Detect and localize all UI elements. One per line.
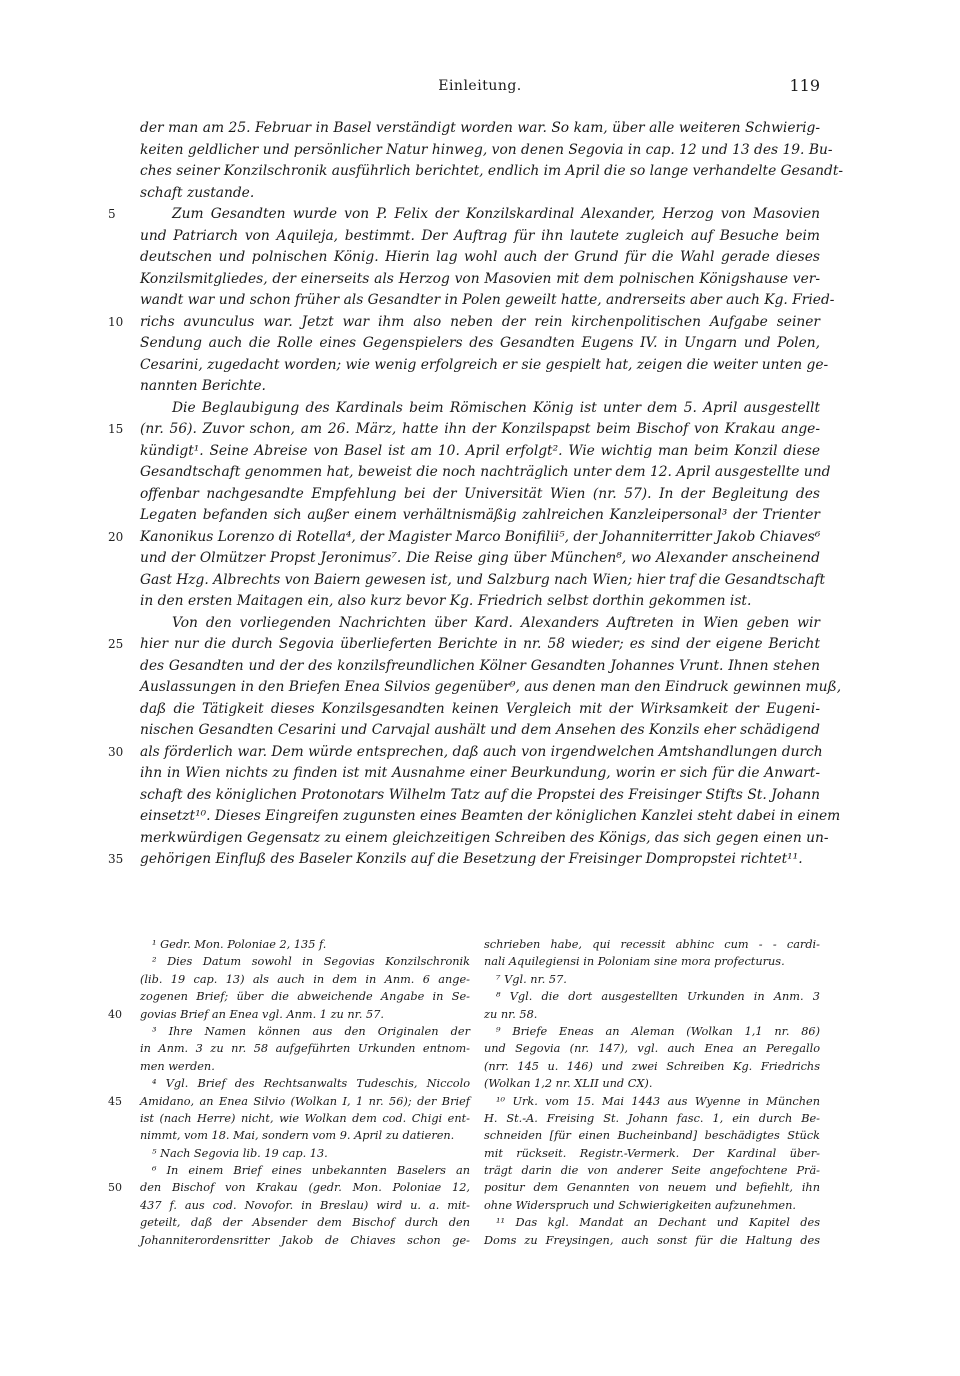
line-text: schaft des königlichen Protonotars Wilhelm Tatz auf die Propstei des Freisinger Stifts St. Johann bbox=[140, 786, 820, 803]
line-text: gehörigen Einfluß des Baseler Konzils auf die Besetzung der Freisinger Dompropstei richtet¹¹. bbox=[140, 851, 803, 867]
body-line bbox=[140, 505, 820, 527]
line-text: und der Olmützer Propst Jeronimus⁷. Die Reise ging über München⁸, wo Alexander anscheinend bbox=[140, 550, 820, 566]
footnote-line bbox=[484, 1197, 820, 1214]
footnote-line bbox=[140, 936, 470, 953]
line-text: ⁷ Vgl. nr. 57. bbox=[496, 972, 567, 986]
line-text: Konzilsmitgliedes, der einerseits als Herzog von Masovien mit dem polnischen Königshause ver- bbox=[140, 270, 820, 287]
line-text: (lib. 19 cap. 13) als auch in dem in Anm. 6 ange- bbox=[140, 972, 470, 986]
page-number: 119 bbox=[789, 76, 820, 95]
footnote-line bbox=[108, 1179, 470, 1196]
line-number: 40 bbox=[108, 1007, 122, 1021]
line-text: kündigt¹. Seine Abreise von Basel ist am 10. April erfolgt². Wie wichtig man beim Konzil diese bbox=[140, 442, 820, 459]
body-line bbox=[140, 828, 829, 850]
footnote-line bbox=[140, 1145, 470, 1162]
body-line bbox=[140, 763, 820, 785]
body-line bbox=[140, 720, 820, 742]
footnote-line bbox=[484, 1075, 820, 1092]
body-line bbox=[140, 140, 833, 162]
line-text: (nr. 56). Zuvor schon, am 26. März, hatte ihn der Konzilspapst beim Bischof von Krakau ange- bbox=[140, 421, 820, 437]
line-text: daß die Tätigkeit dieses Konzilsgesandten keinen Vergleich mit der Wirksamkeit der Eugeni- bbox=[140, 700, 820, 717]
line-text: schaft zustande. bbox=[140, 184, 255, 201]
main-text bbox=[108, 118, 844, 871]
line-text: Legaten befanden sich außer einem verhältnismäßig zahlreichen Kanzleipersonal³ der Trienter bbox=[140, 507, 820, 523]
line-text: deutschen und polnischen König. Hierin lag wohl auch der Grund für die Wahl gerade dieses bbox=[140, 249, 820, 265]
body-line bbox=[140, 247, 820, 269]
line-text: ohne Widerspruch und Schwierigkeiten aufzunehmen. bbox=[484, 1198, 796, 1212]
body-line bbox=[140, 269, 820, 291]
footnote-line bbox=[108, 1093, 470, 1110]
line-text: Kanonikus Lorenzo di Rotella⁴, der Magister Marco Bonifilii⁵, der Johanniterritter Jakob Chiaves⁶ bbox=[140, 528, 821, 545]
footnote-line bbox=[484, 1179, 820, 1196]
line-text: Auslassungen in den Briefen Enea Silvios gegenüber⁹, aus denen man den Eindruck gewinnen muß, bbox=[140, 679, 842, 695]
line-text: in den ersten Maitagen ein, also kurz bevor Kg. Friedrich selbst dorthin gekommen ist. bbox=[140, 593, 752, 609]
footnote-line bbox=[484, 971, 820, 988]
footnote-line bbox=[484, 1127, 820, 1144]
footnote-line bbox=[140, 1127, 470, 1144]
footnote-line bbox=[484, 1040, 820, 1057]
footnote-line bbox=[140, 953, 470, 970]
footnote-line bbox=[140, 1058, 470, 1075]
line-number: 25 bbox=[108, 637, 124, 651]
line-text: ¹ Gedr. Mon. Poloniae 2, 135 f. bbox=[152, 938, 327, 951]
line-text: ⁴ Vgl. Brief des Rechtsanwalts Tudeschis, Niccolo bbox=[152, 1077, 470, 1091]
line-text: men werden. bbox=[140, 1059, 215, 1073]
body-line bbox=[140, 376, 820, 398]
body-line bbox=[108, 527, 821, 549]
line-text: mit rückseit. Registr.-Vermerk. Der Kardinal über- bbox=[484, 1146, 820, 1160]
line-text: geteilt, daß der Absender dem Bischof durch den bbox=[140, 1216, 470, 1230]
line-number: 5 bbox=[108, 207, 116, 221]
body-line bbox=[140, 656, 820, 678]
body-line bbox=[140, 441, 820, 463]
footnote-line bbox=[140, 1023, 470, 1040]
line-text: nimmt, vom 18. Mai, sondern vom 9. April zu datieren. bbox=[140, 1129, 455, 1143]
footnote-line bbox=[484, 936, 820, 953]
line-text: in Anm. 3 zu nr. 58 aufgeführten Urkunden entnom- bbox=[140, 1042, 470, 1056]
line-text: govias Brief an Enea vgl. Anm. 1 zu nr. 57. bbox=[140, 1007, 384, 1021]
line-number: 15 bbox=[108, 422, 124, 436]
body-line bbox=[140, 398, 820, 420]
footnote-line bbox=[484, 1162, 820, 1179]
footnote-line bbox=[140, 1162, 470, 1179]
body-line bbox=[140, 462, 831, 484]
line-text: keiten geldlicher und persönlicher Natur hinweg, von denen Segovia in cap. 12 und 13 des 19. Bu- bbox=[140, 141, 833, 158]
body-line bbox=[140, 806, 841, 828]
line-text: des Gesandten und der des konzilsfreundlichen Kölner Gesandten Johannes Vrunt. Ihnen stehen bbox=[140, 657, 820, 674]
footnote-line bbox=[484, 1058, 820, 1075]
footnote-line bbox=[484, 988, 820, 1005]
line-text: der man am 25. Februar in Basel verständigt worden war. So kam, über alle weiteren Schwierig- bbox=[140, 120, 820, 136]
footnote-line bbox=[140, 988, 470, 1005]
running-title: Einleitung. bbox=[438, 78, 522, 94]
body-line bbox=[140, 613, 820, 635]
line-text: nannten Berichte. bbox=[140, 378, 266, 394]
footnote-line bbox=[140, 1232, 470, 1249]
footnote-line bbox=[484, 1145, 820, 1162]
body-line bbox=[140, 355, 829, 377]
body-line bbox=[140, 484, 820, 506]
line-text: schneiden [für einen Bucheinband] beschädigtes Stück bbox=[484, 1129, 820, 1143]
body-line bbox=[140, 677, 842, 699]
footnote-line bbox=[484, 1110, 820, 1127]
line-text: H. St.-A. Freising St. Johann fasc. 1, ein durch Be- bbox=[484, 1111, 820, 1125]
line-text: zu nr. 58. bbox=[484, 1007, 538, 1021]
body-line bbox=[108, 742, 823, 764]
line-text: einsetzt¹⁰. Dieses Eingreifen zugunsten eines Beamten der königlichen Kanzlei steht dabei in einem bbox=[140, 808, 841, 824]
line-text: und Patriarch von Aquileja, bestimmt. Der Auftrag für ihn lautete zugleich auf Besuche beim bbox=[140, 227, 820, 244]
line-text: (Wolkan 1,2 nr. XLII und CX). bbox=[484, 1077, 653, 1091]
line-number: 35 bbox=[108, 852, 124, 866]
line-number: 20 bbox=[108, 529, 124, 544]
footnotes-left-column bbox=[108, 936, 470, 1249]
line-text: ihn in Wien nichts zu finden ist mit Ausnahme einer Beurkundung, worin er sich für die Anwart- bbox=[140, 765, 820, 781]
footnotes-right-column bbox=[484, 936, 820, 1249]
line-text: Cesarini, zugedacht worden; wie wenig erfolgreich er sie gespielt hat, zeigen die weiter unten ge- bbox=[140, 356, 829, 373]
line-text: Von den vorliegenden Nachrichten über Kard. Alexanders Auftreten in Wien geben wir bbox=[172, 614, 820, 631]
line-text: Doms zu Freysingen, auch sonst für die Haltung des bbox=[484, 1233, 820, 1247]
line-text: ³ Ihre Namen können aus den Originalen der bbox=[152, 1024, 470, 1038]
line-text: trägt darin die von anderer Seite angefochtene Prä- bbox=[484, 1164, 820, 1178]
line-text: ist (nach Herre) nicht, wie Wolkan dem cod. Chigi ent- bbox=[140, 1111, 470, 1125]
line-number: 10 bbox=[108, 314, 124, 329]
line-text: Die Beglaubigung des Kardinals beim Römischen König ist unter dem 5. April ausgestellt bbox=[172, 399, 820, 416]
footnote-line bbox=[484, 1093, 820, 1110]
line-text: ⁹ Briefe Eneas an Aleman (Wolkan 1,1 nr. 86) bbox=[496, 1024, 820, 1038]
line-text: nali Aquilegiensi in Poloniam sine mora profecturus. bbox=[484, 955, 785, 969]
line-text: und Segovia (nr. 147), vgl. auch Enea an Peregallo bbox=[484, 1042, 820, 1056]
body-line bbox=[140, 161, 844, 183]
footnote-line bbox=[484, 1006, 820, 1023]
body-line bbox=[140, 118, 820, 140]
body-line bbox=[140, 570, 826, 592]
line-text: ¹¹ Das kgl. Mandat an Dechant und Kapitel des bbox=[496, 1216, 820, 1230]
footnote-line bbox=[140, 1197, 470, 1214]
footnote-line bbox=[140, 1110, 470, 1127]
footnote-line bbox=[140, 971, 470, 988]
line-text: positur dem Genannten von neuem und befiehlt, ihn bbox=[484, 1181, 820, 1195]
line-text: ⁵ Nach Segovia lib. 19 cap. 13. bbox=[152, 1146, 328, 1160]
line-text: als förderlich war. Dem würde entsprechen, daß auch von irgendwelchen Amtshandlungen durch bbox=[140, 743, 823, 760]
body-line bbox=[140, 226, 820, 248]
body-line bbox=[108, 204, 820, 226]
body-line bbox=[108, 849, 820, 871]
body-line bbox=[108, 634, 820, 656]
line-number: 30 bbox=[108, 744, 124, 759]
line-text: ² Dies Datum sowohl in Segovias Konzilschronik bbox=[152, 955, 470, 969]
body-line bbox=[140, 699, 820, 721]
footnote-line bbox=[484, 953, 820, 970]
line-text: ¹⁰ Urk. vom 15. Mai 1443 aus Wyenne in München bbox=[496, 1094, 820, 1108]
line-text: ches seiner Konzilschronik ausführlich berichtet, endlich im April die so lange verhandelte Gesandt- bbox=[140, 163, 844, 179]
footnote-line bbox=[108, 1006, 470, 1023]
line-text: Sendung auch die Rolle eines Gegenspielers des Gesandten Eugens IV. in Ungarn und Polen, bbox=[140, 335, 820, 351]
footnote-line bbox=[484, 1232, 820, 1249]
footnote-line bbox=[484, 1023, 820, 1040]
body-line bbox=[140, 333, 820, 355]
line-text: Zum Gesandten wurde von P. Felix der Konzilskardinal Alexander, Herzog von Masovien bbox=[172, 206, 820, 222]
body-line bbox=[140, 548, 820, 570]
line-text: Amidano, an Enea Silvio (Wolkan I, 1 nr. 56); der Brief bbox=[140, 1094, 470, 1108]
line-text: richs avunculus war. Jetzt war ihm also neben der rein kirchenpolitischen Aufgabe seiner bbox=[140, 313, 820, 330]
line-text: nischen Gesandten Cesarini und Carvajal aushält und dem Ansehen des Konzils eher schädigend bbox=[140, 722, 820, 738]
line-text: hier nur die durch Segovia überlieferten Berichte in nr. 58 wieder; es sind der eigene Bericht bbox=[140, 636, 820, 652]
line-text: ⁸ Vgl. die dort ausgestellten Urkunden in Anm. 3 bbox=[496, 990, 820, 1004]
line-number: 45 bbox=[108, 1094, 122, 1108]
line-text: den Bischof von Krakau (gedr. Mon. Poloniae 12, bbox=[140, 1181, 470, 1195]
line-text: Gast Hzg. Albrechts von Baiern gewesen ist, und Salzburg nach Wien; hier traf die Gesandtschaft bbox=[140, 571, 826, 588]
body-line bbox=[108, 312, 820, 334]
line-text: wandt war und schon früher als Gesandter in Polen geweilt hatte, andrerseits aber auch Kg. Fried- bbox=[140, 292, 835, 308]
footnote-line bbox=[140, 1040, 470, 1057]
footnote-line bbox=[484, 1214, 820, 1231]
line-text: zogenen Brief; über die abweichende Angabe in Se- bbox=[140, 990, 470, 1004]
line-text: (nrr. 145 u. 146) und zwei Schreiben Kg. Friedrichs bbox=[484, 1059, 820, 1073]
line-text: ⁶ In einem Brief eines unbekannten Baselers an bbox=[152, 1164, 470, 1178]
body-line bbox=[140, 785, 820, 807]
line-text: Johanniterordensritter Jakob de Chiaves schon ge- bbox=[140, 1233, 470, 1247]
line-text: offenbar nachgesandte Empfehlung bei der Universität Wien (nr. 57). In der Begleitung des bbox=[140, 485, 820, 502]
line-text: 437 f. aus cod. Novofor. in Breslau) wird u. a. mit- bbox=[140, 1198, 470, 1212]
running-header bbox=[140, 76, 820, 100]
line-text: schrieben habe, qui recessit abhinc cum - - cardi- bbox=[484, 938, 820, 951]
body-line bbox=[140, 591, 820, 613]
footnote-line bbox=[140, 1214, 470, 1231]
body-line bbox=[108, 419, 820, 441]
line-number: 50 bbox=[108, 1181, 122, 1195]
body-line bbox=[140, 183, 820, 205]
line-text: merkwürdigen Gegensatz zu einem gleichzeitigen Schreiben des Königs, das sich gegen einen un- bbox=[140, 829, 829, 846]
line-text: Gesandtschaft genommen hat, beweist die noch nachträglich unter dem 12. April ausgestellte und bbox=[140, 464, 831, 480]
body-line bbox=[140, 290, 835, 312]
footnote-line bbox=[140, 1075, 470, 1092]
